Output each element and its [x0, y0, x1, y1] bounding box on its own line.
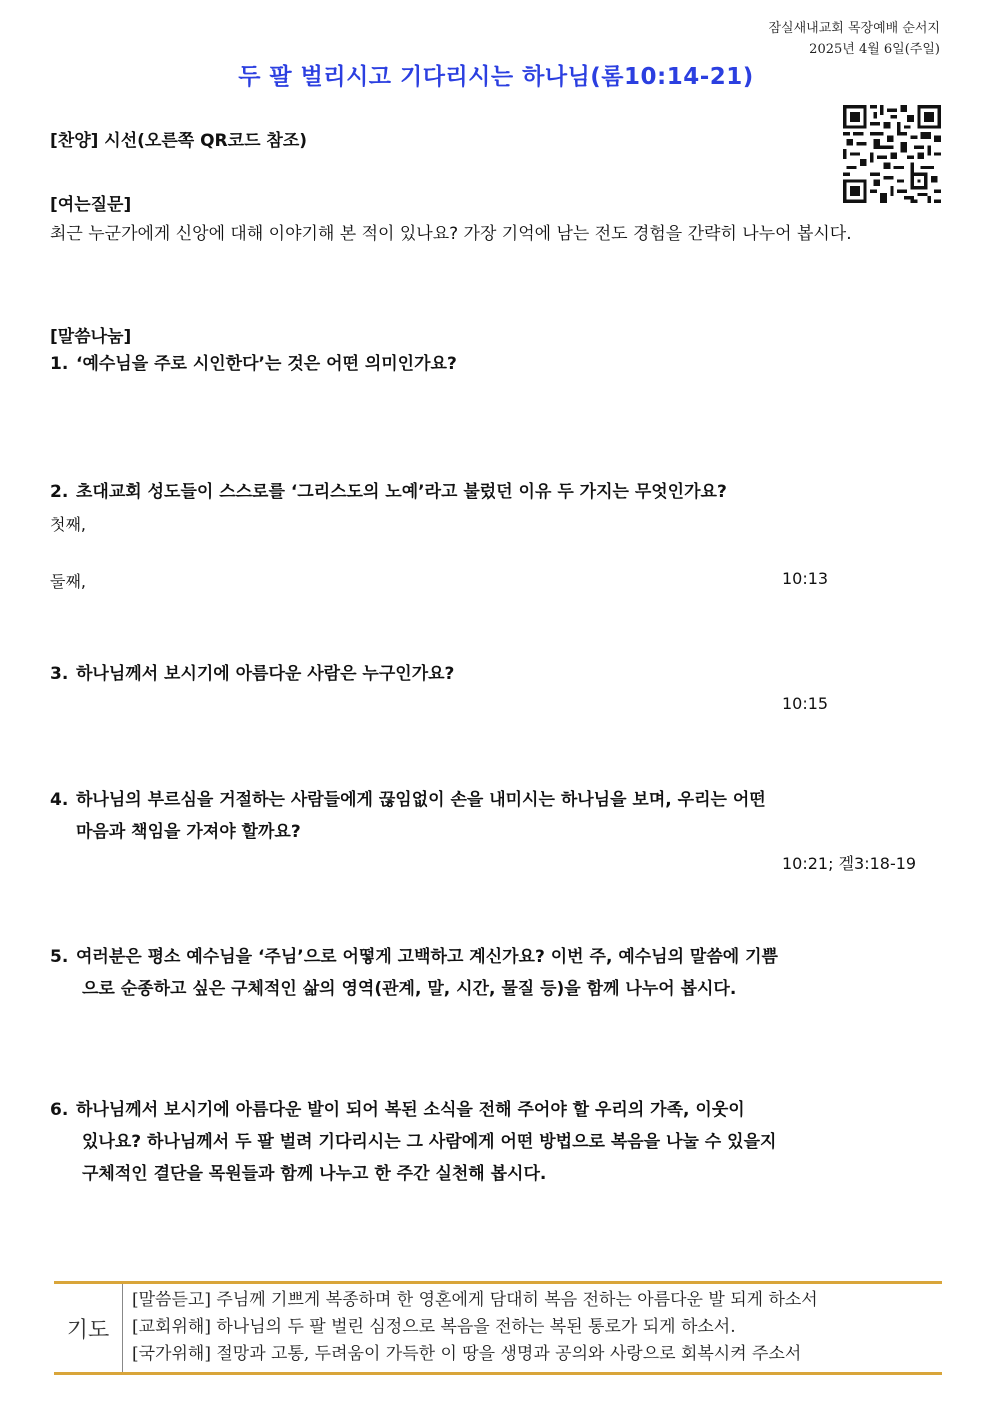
question-3: [50, 658, 942, 690]
question-text: 하나님께서 보시기에 아름다운 발이 되어 복된 소식을 전해 주어야 할 우리의 가족, 이웃이: [76, 1100, 745, 1120]
prayer-box: [54, 1281, 942, 1375]
prayer-line: [말씀듣고] 주님께 기쁘게 복종하며 한 영혼에게 담대히 복음 전하는 아름다운 발 되게 하소서: [132, 1290, 818, 1310]
opening-question: 최근 누군가에게 신앙에 대해 이야기해 본 적이 있나요? 가장 기억에 남는 전도 경험을 간략히 나누어 봅시다.: [50, 224, 852, 244]
question-2: [50, 476, 942, 508]
qr-code[interactable]: [843, 105, 941, 203]
question-text-cont: 구체적인 결단을 목원들과 함께 나누고 한 주간 실천해 봅시다.: [82, 1164, 547, 1184]
question-number: 2.: [50, 482, 69, 502]
prayer-lines: [132, 1287, 818, 1368]
scripture-ref: 10:21; 겔3:18-19: [782, 854, 917, 873]
question-text: 하나님께서 보시기에 아름다운 사람은 누구인가요?: [76, 664, 455, 684]
question-number: 1.: [50, 354, 69, 374]
opening-heading: [여는질문]: [50, 195, 132, 215]
question-5: [50, 941, 942, 1005]
praise-song: [찬양] 시선(오른쪽 QR코드 참조): [50, 131, 308, 151]
question-text: ‘예수님을 주로 시인한다’는 것은 어떤 의미인가요?: [76, 354, 457, 374]
question-text-cont: 마음과 책임을 가져야 할까요?: [76, 822, 301, 842]
question-number: 3.: [50, 664, 69, 684]
question-number: 4.: [50, 790, 69, 810]
question-text: 여러분은 평소 예수님을 ‘주님’으로 어떻게 고백하고 계신가요? 이번 주, 예수님의 말씀에 기쁨: [76, 947, 778, 967]
question-number: 5.: [50, 947, 69, 967]
prayer-line: [국가위해] 절망과 고통, 두려움이 가득한 이 땅을 생명과 공의와 사랑으로 회복시켜 주소서: [132, 1344, 802, 1364]
question-6: [50, 1094, 942, 1190]
prayer-line: [교회위해] 하나님의 두 팔 벌린 심정으로 복음을 전하는 복된 통로가 되게 하소서.: [132, 1317, 736, 1337]
church-service-line: 잠실새내교회 목장예배 순서지: [768, 21, 940, 36]
header-info: [768, 18, 940, 60]
sharing-heading: [말씀나눔]: [50, 327, 132, 347]
service-date: 2025년 4월 6일(주일): [809, 42, 940, 57]
answer-first: 첫째,: [50, 515, 86, 534]
question-number: 6.: [50, 1100, 69, 1120]
question-4: [50, 784, 942, 848]
question-text-cont: 있나요? 하나님께서 두 팔 벌려 기다리시는 그 사람에게 어떤 방법으로 복음을 나눌 수 있을지: [82, 1132, 777, 1152]
question-1: [50, 348, 942, 380]
page-title: 두 팔 벌리시고 기다리시는 하나님(롬10:14-21): [238, 64, 754, 90]
scripture-ref: 10:15: [782, 694, 829, 713]
question-text-cont: 으로 순종하고 싶은 구체적인 삶의 영역(관계, 말, 시간, 물질 등)을 함께 나누어 봅시다.: [82, 979, 737, 999]
scripture-ref: 10:13: [782, 569, 829, 588]
question-text: 초대교회 성도들이 스스로를 ‘그리스도의 노예’라고 불렀던 이유 두 가지는 무엇인가요?: [76, 482, 727, 502]
answer-second: 둘째,: [50, 572, 86, 591]
prayer-label: 기도: [54, 1284, 123, 1372]
question-text: 하나님의 부르심을 거절하는 사람들에게 끊임없이 손을 내미시는 하나님을 보며, 우리는 어떤: [76, 790, 766, 810]
